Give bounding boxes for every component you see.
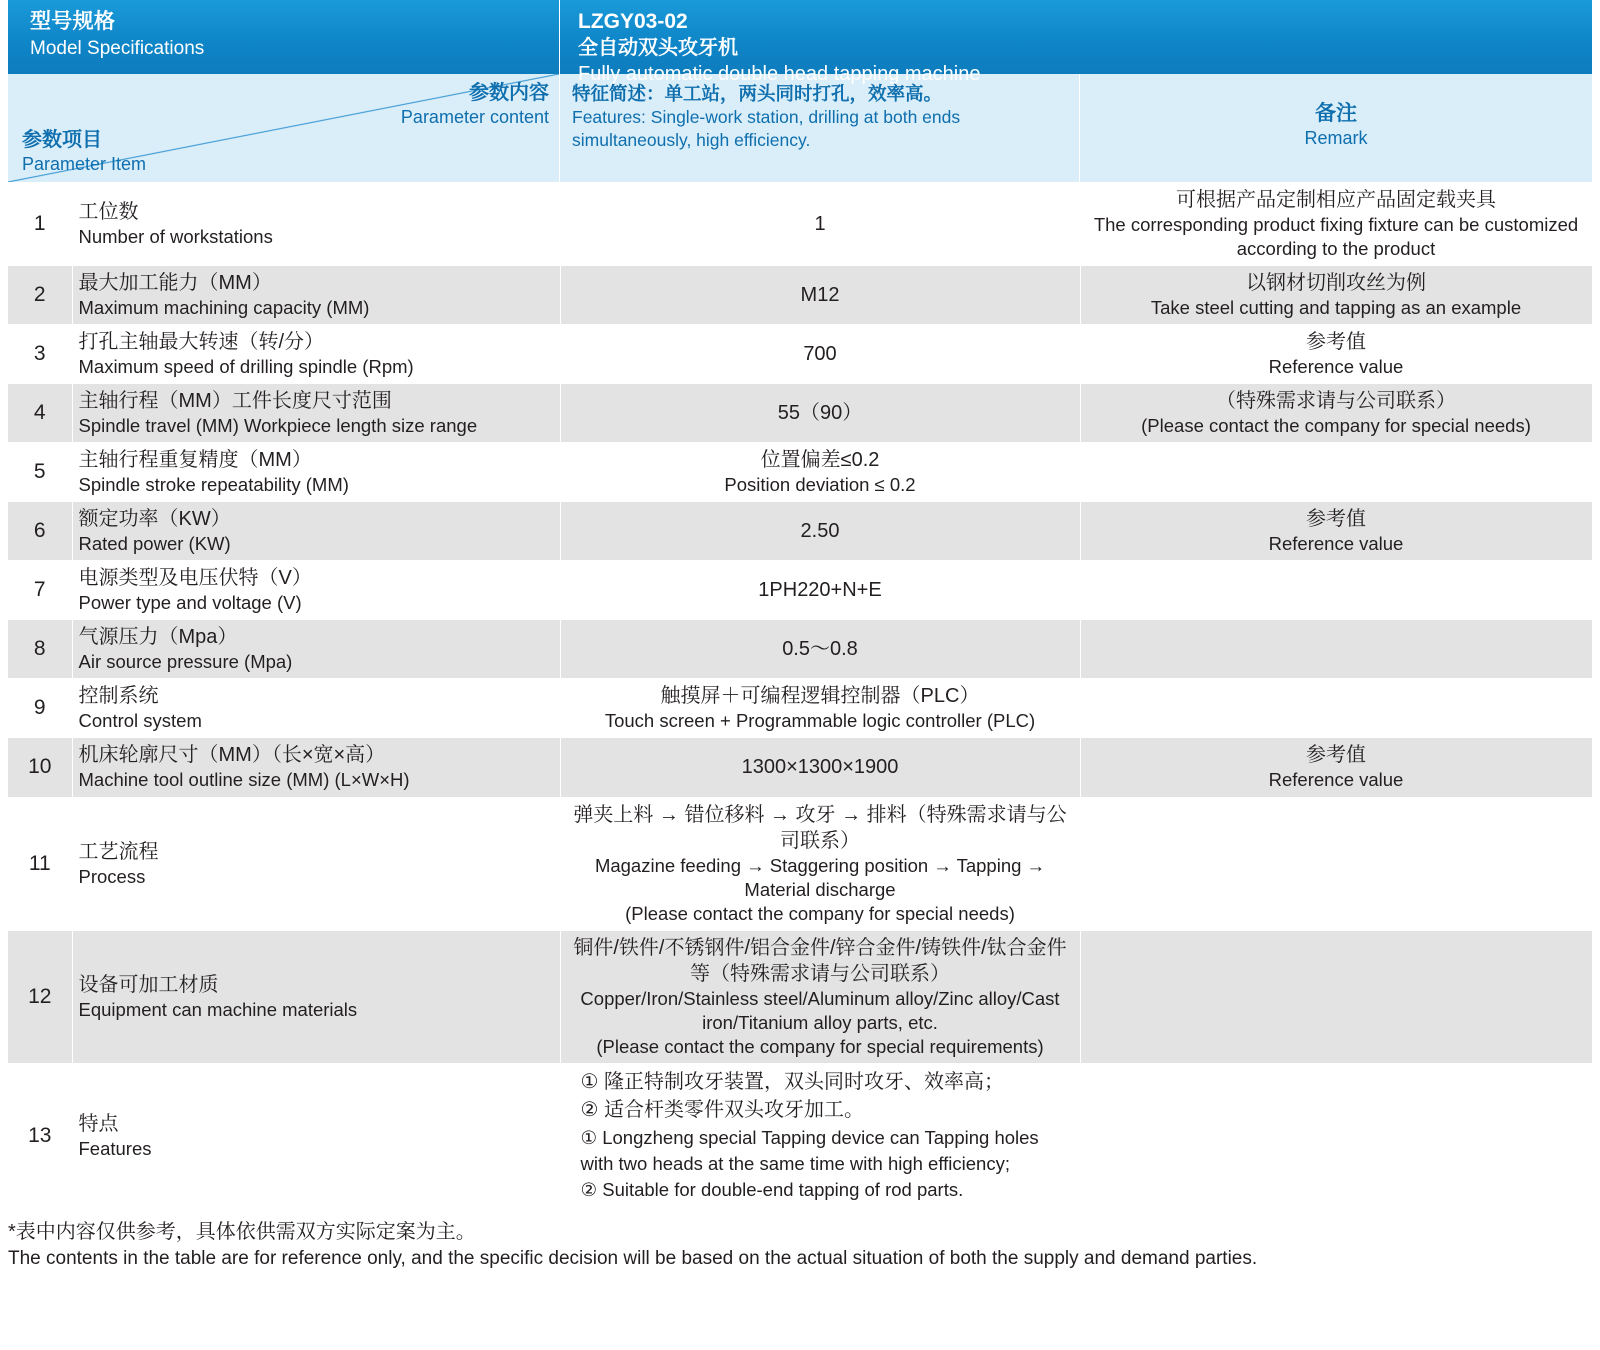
row-item-cn: 主轴行程重复精度（MM） <box>78 449 312 472</box>
row-value-text: 1 <box>814 213 826 236</box>
row-item-cn: 主轴行程（MM）工件长度尺寸范围 <box>78 390 392 413</box>
row-number: 1 <box>8 183 72 266</box>
param-item-cn: 参数项目 <box>22 128 102 151</box>
table-row <box>8 183 1592 266</box>
row-number: 10 <box>8 738 72 797</box>
row-remark <box>1080 325 1592 384</box>
sheet-header <box>8 0 1592 86</box>
row-value-cn: 铜件/铁件/不锈钢件/铝合金件/锌合金件/铸铁件/钛合金件等（特殊需求请与公司联系） <box>573 936 1067 985</box>
row-remark-en: Reference value <box>1268 533 1404 555</box>
row-number: 2 <box>8 266 72 325</box>
table-row <box>8 443 1592 502</box>
remark-header-en: Remark <box>1304 128 1368 149</box>
table-row <box>8 502 1592 561</box>
row-remark <box>1080 738 1592 797</box>
row-value <box>560 1063 1080 1208</box>
row-remark <box>1080 183 1592 266</box>
row-number: 4 <box>8 384 72 443</box>
row-item <box>72 679 560 738</box>
header-model-spec <box>8 0 560 74</box>
row-remark-en: The corresponding product fixing fixture can be customized according to the product <box>1093 214 1579 260</box>
param-content-label <box>401 80 549 129</box>
row-item <box>72 384 560 443</box>
table-row <box>8 738 1592 797</box>
row-item-cn: 气源压力（Mpa） <box>78 626 238 649</box>
row-item-en: Spindle stroke repeatability (MM) <box>78 474 349 496</box>
row-remark <box>1080 930 1592 1063</box>
model-code: LZGY03-02 <box>578 10 688 33</box>
header-title-cn: 型号规格 <box>30 10 116 33</box>
row-item-en: Machine tool outline size (MM) (L×W×H) <box>78 769 410 791</box>
row-number: 5 <box>8 443 72 502</box>
row-item <box>72 930 560 1063</box>
row-value-text: M12 <box>800 284 840 307</box>
row-value-en: Touch screen + Programmable logic controller (PLC) <box>604 710 1036 732</box>
table-row <box>8 384 1592 443</box>
row-item <box>72 443 560 502</box>
row-item-en: Features <box>78 1137 152 1159</box>
features-summary-en: Features: Single-work station, drilling at both ends simultaneously, high efficiency. <box>572 107 961 150</box>
row-item-en: Air source pressure (Mpa) <box>78 651 293 673</box>
row-item-cn: 特点 <box>78 1112 119 1135</box>
row-value <box>560 183 1080 266</box>
row-value-text: 700 <box>803 343 837 366</box>
row-item <box>72 561 560 620</box>
row-value <box>560 502 1080 561</box>
row-item-cn: 额定功率（KW） <box>78 508 231 531</box>
row-value-en2: (Please contact the company for special needs) <box>625 902 1015 924</box>
row-remark <box>1080 797 1592 930</box>
row-value-text: 0.5～0.8 <box>782 638 858 661</box>
row-value-en2: (Please contact the company for special requirements) <box>596 1035 1044 1057</box>
row-item-cn: 工位数 <box>78 201 139 224</box>
row-value-cn: 位置偏差≤0.2 <box>760 449 880 472</box>
row-item <box>72 266 560 325</box>
row-value <box>560 797 1080 930</box>
row-number: 8 <box>8 620 72 679</box>
footnote-cn: *表中内容仅供参考，具体依供需双方实际定案为主。 <box>8 1221 476 1244</box>
row-value <box>560 561 1080 620</box>
row-value <box>560 930 1080 1063</box>
row-remark <box>1080 443 1592 502</box>
table-row <box>8 325 1592 384</box>
model-name-cn: 全自动双头攻牙机 <box>578 37 738 60</box>
header-model-info <box>560 0 1592 86</box>
row-value-text: 1300×1300×1900 <box>741 756 899 779</box>
table-row <box>8 930 1592 1063</box>
feature-item: ① Longzheng special Tapping device can Tapping holes with two heads at the same time with high efficiency; <box>580 1126 1039 1174</box>
row-value <box>560 443 1080 502</box>
row-value-text: 2.50 <box>800 520 840 543</box>
row-remark-en: Take steel cutting and tapping as an example <box>1150 297 1522 319</box>
row-item <box>72 797 560 930</box>
spec-table <box>8 183 1593 1208</box>
table-row <box>8 561 1592 620</box>
row-remark-cn: 参考值 <box>1306 508 1366 531</box>
remark-header-cn: 备注 <box>1315 102 1357 125</box>
model-name-en: Fully automatic double head tapping machine <box>578 63 981 86</box>
row-item-en: Spindle travel (MM) Workpiece length size range <box>78 415 478 437</box>
param-item-en: Parameter Item <box>22 153 147 174</box>
row-remark-cn: 参考值 <box>1306 744 1366 767</box>
row-number: 13 <box>8 1063 72 1208</box>
row-item-cn: 打孔主轴最大转速（转/分） <box>78 331 325 354</box>
row-remark-en: Reference value <box>1268 356 1404 378</box>
row-item-en: Equipment can machine materials <box>78 998 358 1020</box>
row-item-cn: 机床轮廓尺寸（MM）（长×宽×高） <box>78 744 386 767</box>
row-item <box>72 1063 560 1208</box>
sheet-subheader <box>8 74 1592 183</box>
row-item-cn: 控制系统 <box>78 685 159 708</box>
row-remark <box>1080 1063 1592 1208</box>
row-value-cn: 触摸屏＋可编程逻辑控制器（PLC） <box>660 685 980 708</box>
row-remark <box>1080 561 1592 620</box>
param-item-label <box>22 127 146 176</box>
row-item <box>72 502 560 561</box>
table-row <box>8 797 1592 930</box>
footnote <box>8 1208 1592 1273</box>
row-number: 12 <box>8 930 72 1063</box>
row-remark-cn: （特殊需求请与公司联系） <box>1216 390 1456 413</box>
row-remark <box>1080 502 1592 561</box>
param-header-cell <box>8 74 560 182</box>
row-remark <box>1080 266 1592 325</box>
row-remark <box>1080 384 1592 443</box>
row-value-en: Magazine feeding → Staggering position → Tapping → Material discharge <box>594 854 1046 900</box>
row-item <box>72 620 560 679</box>
feature-item: ② 适合杆类零件双头攻牙加工。 <box>580 1099 864 1122</box>
row-item-cn: 最大加工能力（MM） <box>78 272 272 295</box>
row-item <box>72 325 560 384</box>
row-value <box>560 266 1080 325</box>
row-number: 3 <box>8 325 72 384</box>
feature-item: ① 隆正特制攻牙装置，双头同时攻牙、效率高； <box>580 1070 1004 1093</box>
table-row <box>8 266 1592 325</box>
param-content-en: Parameter content <box>400 107 549 127</box>
row-item-en: Maximum speed of drilling spindle (Rpm) <box>78 356 414 378</box>
footnote-en: The contents in the table are for reference only, and the specific decision will be based on the actual situation of both the supply and demand parties. <box>8 1248 1258 1270</box>
row-value <box>560 738 1080 797</box>
row-item-cn: 设备可加工材质 <box>78 973 219 996</box>
row-remark <box>1080 620 1592 679</box>
row-value-en: Copper/Iron/Stainless steel/Aluminum alloy/Zinc alloy/Cast iron/Titanium alloy parts, etc. <box>580 987 1060 1033</box>
row-item-cn: 电源类型及电压伏特（V） <box>78 567 312 590</box>
row-value-text: 55（90） <box>777 402 863 425</box>
row-item-en: Maximum machining capacity (MM) <box>78 297 370 319</box>
row-remark-en: Reference value <box>1268 769 1404 791</box>
row-item-en: Number of workstations <box>78 226 273 248</box>
header-title-en: Model Specifications <box>30 38 205 60</box>
row-remark <box>1080 679 1592 738</box>
row-item-cn: 工艺流程 <box>78 840 159 863</box>
row-value-en: Position deviation ≤ 0.2 <box>724 474 916 496</box>
row-item-en: Rated power (KW) <box>78 533 231 555</box>
row-remark-en: (Please contact the company for special needs) <box>1141 415 1531 437</box>
row-number: 9 <box>8 679 72 738</box>
row-item-en: Power type and voltage (V) <box>78 592 302 614</box>
row-value <box>560 679 1080 738</box>
row-value <box>560 384 1080 443</box>
row-item <box>72 738 560 797</box>
features-list <box>567 1068 1074 1204</box>
row-item <box>72 183 560 266</box>
row-remark-cn: 以钢材切削攻丝为例 <box>1246 272 1426 295</box>
row-value-cn: 弹夹上料 → 错位移料 → 攻牙 → 排料（特殊需求请与公司联系） <box>573 803 1067 852</box>
row-number: 6 <box>8 502 72 561</box>
param-content-cn: 参数内容 <box>469 82 549 104</box>
features-summary-cn: 特征简述：单工站，两头同时打孔，效率高。 <box>572 83 943 104</box>
feature-item: ② Suitable for double-end tapping of rod parts. <box>580 1179 964 1201</box>
row-item-en: Control system <box>78 710 202 732</box>
row-remark-cn: 参考值 <box>1306 331 1366 354</box>
row-item-en: Process <box>78 865 146 887</box>
row-remark-cn: 可根据产品定制相应产品固定载夹具 <box>1176 189 1496 211</box>
table-row <box>8 1063 1592 1208</box>
row-number: 7 <box>8 561 72 620</box>
table-row <box>8 679 1592 738</box>
features-summary <box>560 74 1080 182</box>
row-value-text: 1PH220+N+E <box>758 579 882 602</box>
remark-header <box>1080 74 1592 182</box>
row-value <box>560 325 1080 384</box>
row-value <box>560 620 1080 679</box>
table-row <box>8 620 1592 679</box>
row-number: 11 <box>8 797 72 930</box>
